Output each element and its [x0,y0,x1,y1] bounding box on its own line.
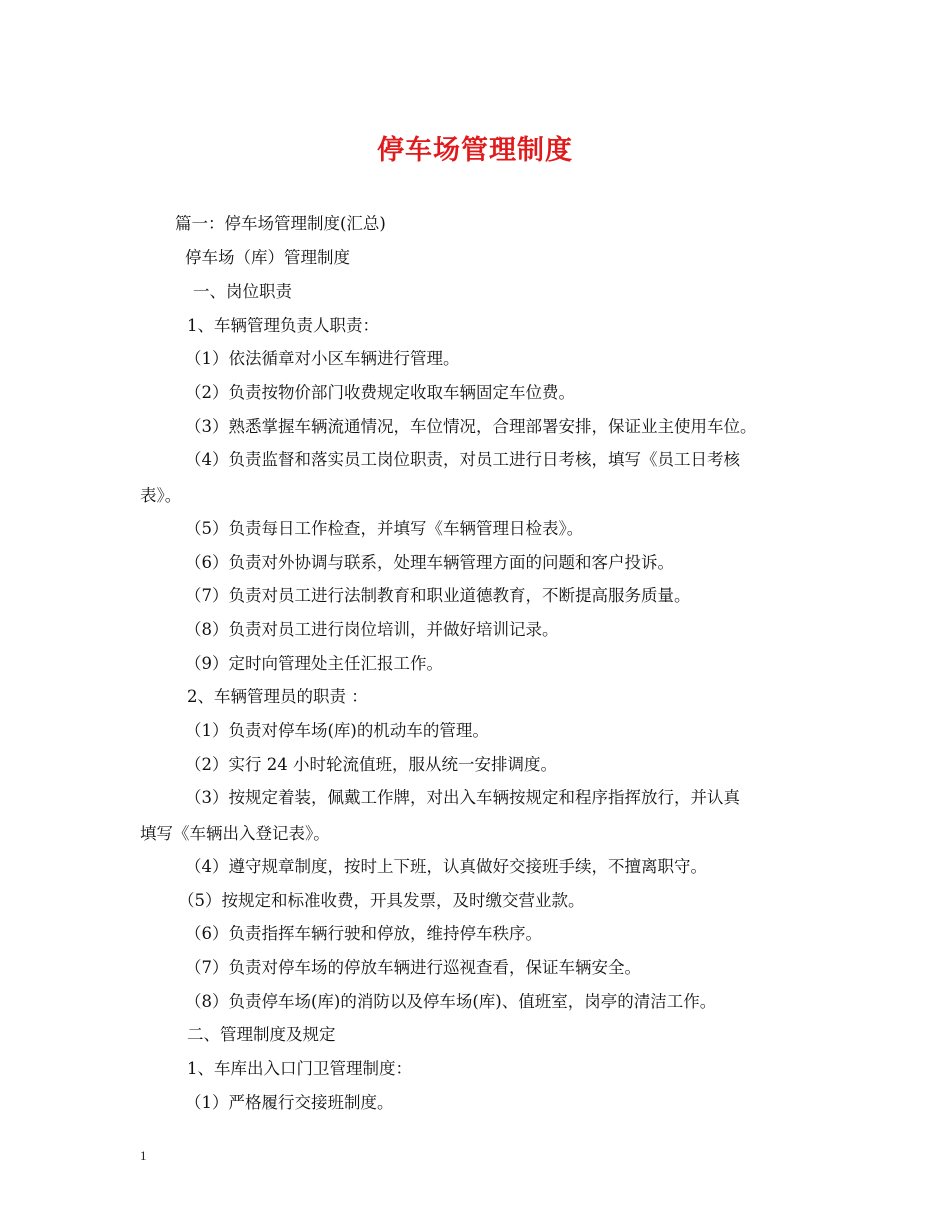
text-line: （8）负责停车场(库)的消防以及停车场(库)、值班室，岗亭的清洁工作。 [185,992,717,1011]
text-line: （7）负责对停车场的停放车辆进行巡视查看，保证车辆安全。 [185,958,641,977]
text-line: （1）依法循章对小区车辆进行管理。 [185,349,460,368]
text-line: （2）负责按物价部门收费规定收取车辆固定车位费。 [185,383,575,402]
text-line: （6）负责指挥车辆行驶和停放，维持停车秩序。 [185,924,542,943]
text-line: 一、岗位职责 [193,282,292,301]
document-title: 停车场管理制度 [377,135,573,166]
text-line: （4）遵守规章制度，按时上下班，认真做好交接班手续，不擅离职守。 [185,857,707,876]
text-line: 表》。 [140,486,182,505]
text-line: （1）严格履行交接班制度。 [185,1093,394,1112]
text-line: （3）按规定着装，佩戴工作牌，对出入车辆按规定和程序指挥放行，并认真 [185,788,740,807]
text-line: （5）负责每日工作检查，并填写《车辆管理日检表》。 [185,519,584,538]
text-line: 二、管理制度及规定 [187,1025,336,1044]
text-line: 1、车辆管理负责人职责： [187,316,379,335]
text-line: 停车场（库）管理制度 [185,248,350,267]
page-number: 1 [140,1148,147,1163]
text-line: 1、车库出入口门卫管理制度： [187,1059,412,1078]
text-line: 填写《车辆出入登记表》。 [140,824,330,843]
text-line: 2、车辆管理员的职责 ： [187,687,368,706]
text-line: 篇一：停车场管理制度(汇总) [175,214,386,233]
text-line: （4）负责监督和落实员工岗位职责，对员工进行日考核，填写《员工日考核 [185,450,740,469]
text-line: （6）负责对外协调与联系，处理车辆管理方面的问题和客户投诉。 [185,553,674,572]
text-line: （8）负责对员工进行岗位培训，并做好培训记录。 [185,620,559,639]
text-line: （9）定时向管理处主任汇报工作。 [185,654,443,673]
text-line: （5）按规定和标准收费，开具发票，及时缴交营业款。 [178,891,585,910]
text-line: （3）熟悉掌握车辆流通情况，车位情况，合理部署安排，保证业主使用车位。 [185,417,757,436]
text-line: （2）实行 24 小时轮流值班，服从统一安排调度。 [185,755,557,774]
text-line: （1）负责对停车场(库)的机动车的管理。 [185,721,489,740]
text-line: （7）负责对员工进行法制教育和职业道德教育，不断提高服务质量。 [185,586,691,605]
